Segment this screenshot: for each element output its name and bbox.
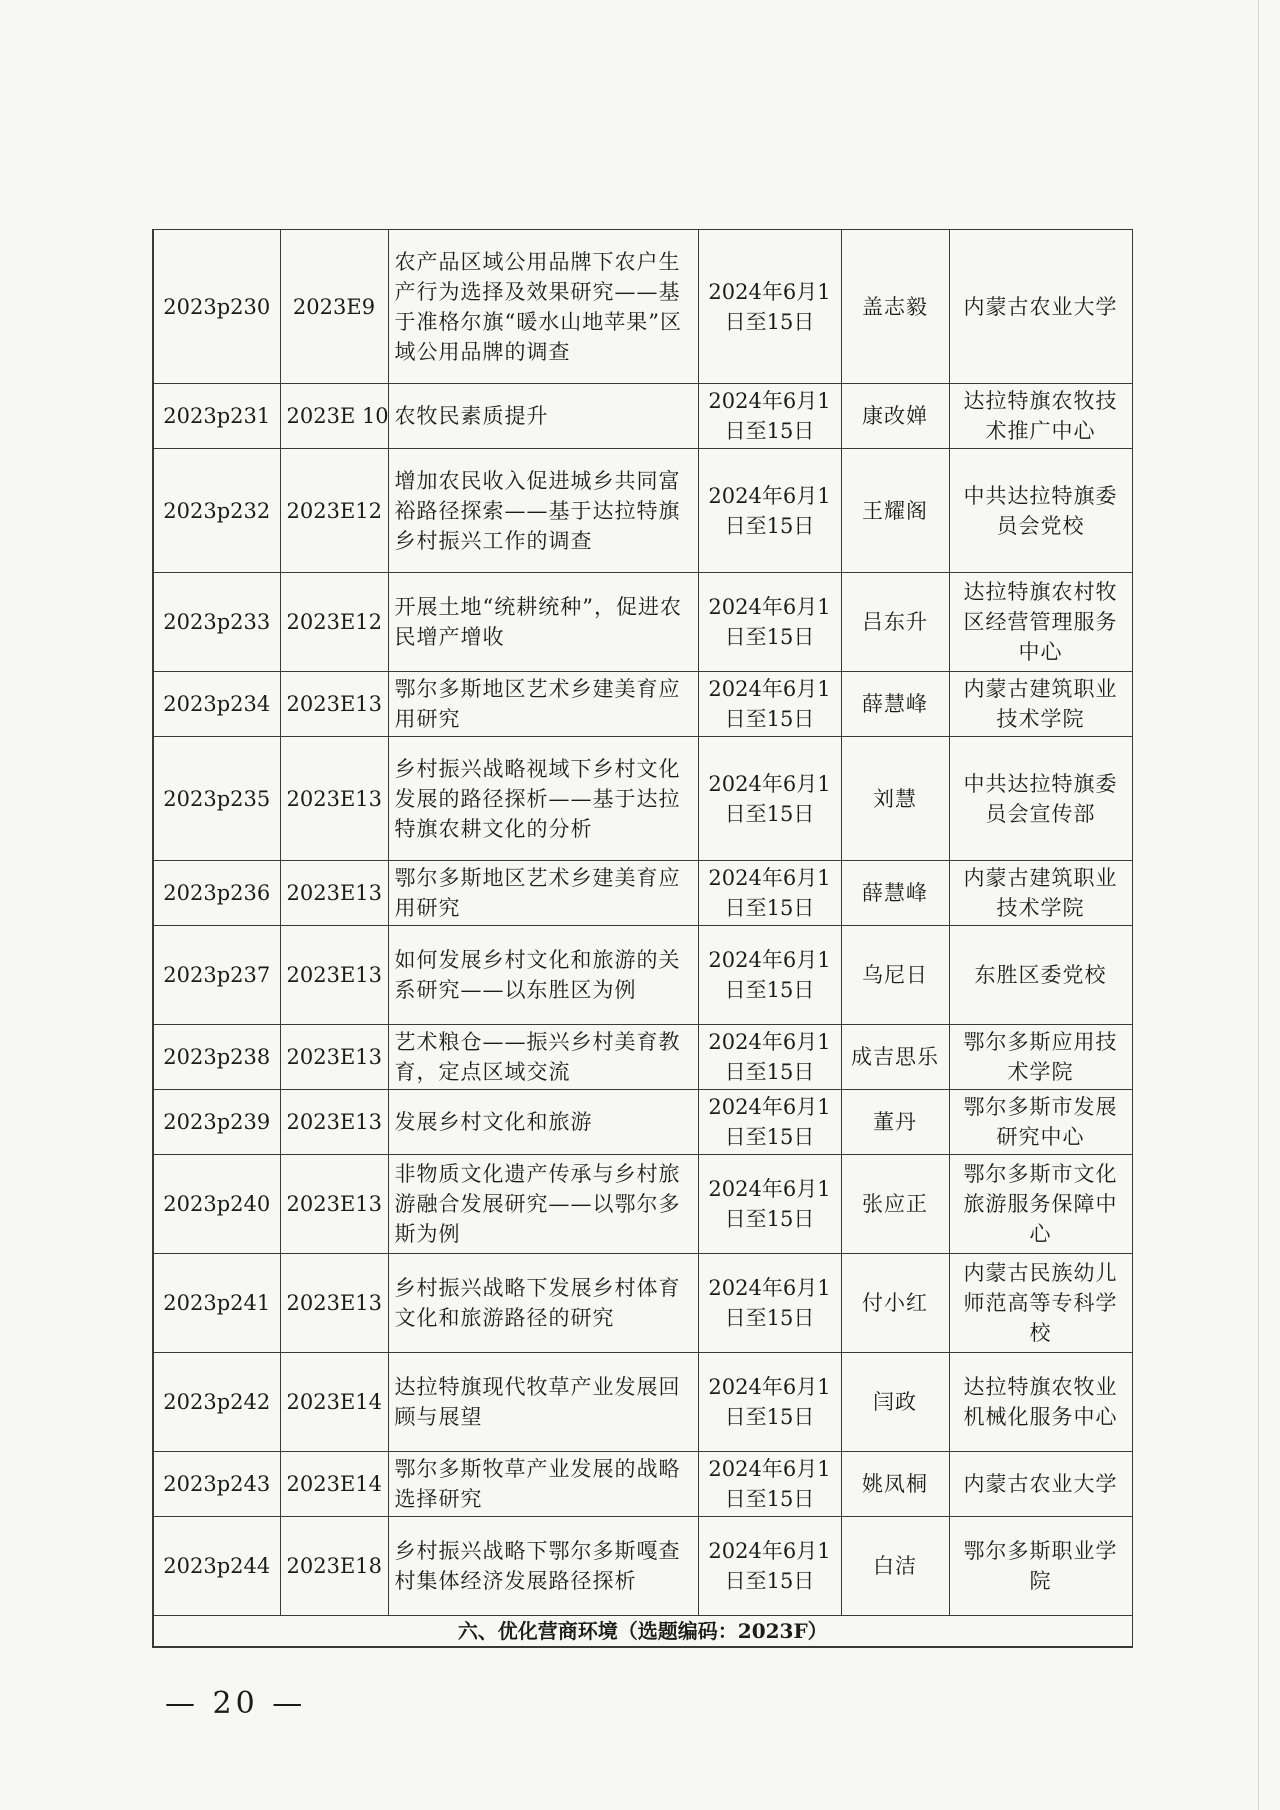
cell-id: 2023p237	[153, 926, 280, 1025]
cell-date: 2024年6月1日至15日	[698, 230, 841, 384]
cell-id: 2023p241	[153, 1254, 280, 1353]
cell-date: 2024年6月1日至15日	[698, 1155, 841, 1254]
cell-person: 张应正	[841, 1155, 949, 1254]
cell-code: 2023E13	[280, 672, 388, 737]
cell-org: 中共达拉特旗委员会宣传部	[949, 737, 1132, 861]
cell-date: 2024年6月1日至15日	[698, 1090, 841, 1155]
cell-org: 东胜区委党校	[949, 926, 1132, 1025]
cell-id: 2023p233	[153, 573, 280, 672]
cell-date: 2024年6月1日至15日	[698, 573, 841, 672]
table-row	[153, 1025, 1132, 1090]
cell-id: 2023p238	[153, 1025, 280, 1090]
table-row	[153, 926, 1132, 1025]
cell-code: 2023E12	[280, 449, 388, 573]
cell-id: 2023p234	[153, 672, 280, 737]
cell-id: 2023p235	[153, 737, 280, 861]
cell-person: 薛慧峰	[841, 672, 949, 737]
cell-code: 2023E14	[280, 1353, 388, 1452]
page-number: — 20 —	[165, 1686, 307, 1721]
table-row	[153, 449, 1132, 573]
section-heading: 六、优化营商环境（选题编码：2023F）	[153, 1616, 1132, 1648]
cell-id: 2023p232	[153, 449, 280, 573]
cell-org: 鄂尔多斯职业学院	[949, 1517, 1132, 1616]
cell-org: 鄂尔多斯市文化旅游服务保障中心	[949, 1155, 1132, 1254]
cell-id: 2023p231	[153, 384, 280, 449]
cell-org: 鄂尔多斯市发展研究中心	[949, 1090, 1132, 1155]
cell-person: 盖志毅	[841, 230, 949, 384]
table-row	[153, 737, 1132, 861]
cell-id: 2023p242	[153, 1353, 280, 1452]
cell-code: 2023E13	[280, 1155, 388, 1254]
cell-date: 2024年6月1日至15日	[698, 672, 841, 737]
cell-date: 2024年6月1日至15日	[698, 1025, 841, 1090]
cell-id: 2023p239	[153, 1090, 280, 1155]
cell-person: 刘慧	[841, 737, 949, 861]
cell-person: 姚凤桐	[841, 1452, 949, 1517]
cell-id: 2023p240	[153, 1155, 280, 1254]
table-row	[153, 1452, 1132, 1517]
cell-title: 增加农民收入促进城乡共同富裕路径探索——基于达拉特旗乡村振兴工作的调查	[388, 449, 698, 573]
cell-title: 开展土地“统耕统种”，促进农民增产增收	[388, 573, 698, 672]
cell-title: 乡村振兴战略视域下乡村文化发展的路径探析——基于达拉特旗农耕文化的分析	[388, 737, 698, 861]
table-body	[153, 230, 1132, 1648]
cell-title: 如何发展乡村文化和旅游的关系研究——以东胜区为例	[388, 926, 698, 1025]
cell-org: 内蒙古农业大学	[949, 1452, 1132, 1517]
cell-person: 康改婵	[841, 384, 949, 449]
cell-org: 达拉特旗农村牧区经营管理服务中心	[949, 573, 1132, 672]
cell-id: 2023p236	[153, 861, 280, 926]
cell-code: 2023E14	[280, 1452, 388, 1517]
cell-title: 非物质文化遗产传承与乡村旅游融合发展研究——以鄂尔多斯为例	[388, 1155, 698, 1254]
cell-title: 鄂尔多斯地区艺术乡建美育应用研究	[388, 672, 698, 737]
cell-code: 2023E12	[280, 573, 388, 672]
section-heading-row	[153, 1616, 1132, 1648]
cell-org: 内蒙古民族幼儿师范高等专科学校	[949, 1254, 1132, 1353]
cell-id: 2023p243	[153, 1452, 280, 1517]
cell-code: 2023E13	[280, 926, 388, 1025]
table-row	[153, 1517, 1132, 1616]
table-row	[153, 1090, 1132, 1155]
cell-title: 鄂尔多斯牧草产业发展的战略选择研究	[388, 1452, 698, 1517]
cell-id: 2023p244	[153, 1517, 280, 1616]
cell-title: 农牧民素质提升	[388, 384, 698, 449]
cell-org: 内蒙古建筑职业技术学院	[949, 861, 1132, 926]
cell-code: 2023E 10	[280, 384, 388, 449]
cell-person: 乌尼日	[841, 926, 949, 1025]
cell-date: 2024年6月1日至15日	[698, 1353, 841, 1452]
table-row	[153, 672, 1132, 737]
table-row	[153, 384, 1132, 449]
cell-title: 乡村振兴战略下鄂尔多斯嘎查村集体经济发展路径探析	[388, 1517, 698, 1616]
cell-title: 发展乡村文化和旅游	[388, 1090, 698, 1155]
cell-id: 2023p230	[153, 230, 280, 384]
cell-date: 2024年6月1日至15日	[698, 449, 841, 573]
cell-org: 鄂尔多斯应用技术学院	[949, 1025, 1132, 1090]
topics-table	[152, 229, 1133, 1648]
cell-person: 吕东升	[841, 573, 949, 672]
cell-person: 董丹	[841, 1090, 949, 1155]
cell-person: 付小红	[841, 1254, 949, 1353]
cell-date: 2024年6月1日至15日	[698, 1254, 841, 1353]
cell-person: 白洁	[841, 1517, 949, 1616]
cell-date: 2024年6月1日至15日	[698, 1452, 841, 1517]
cell-code: 2023E13	[280, 861, 388, 926]
cell-person: 成吉思乐	[841, 1025, 949, 1090]
table-row	[153, 573, 1132, 672]
cell-date: 2024年6月1日至15日	[698, 926, 841, 1025]
cell-title: 鄂尔多斯地区艺术乡建美育应用研究	[388, 861, 698, 926]
cell-code: 2023E13	[280, 1254, 388, 1353]
cell-org: 达拉特旗农牧业机械化服务中心	[949, 1353, 1132, 1452]
cell-date: 2024年6月1日至15日	[698, 384, 841, 449]
cell-org: 达拉特旗农牧技术推广中心	[949, 384, 1132, 449]
cell-title: 农产品区域公用品牌下农户生产行为选择及效果研究——基于准格尔旗“暖水山地苹果”区域公用品牌的调查	[388, 230, 698, 384]
cell-title: 乡村振兴战略下发展乡村体育文化和旅游路径的研究	[388, 1254, 698, 1353]
cell-person: 薛慧峰	[841, 861, 949, 926]
cell-org: 中共达拉特旗委员会党校	[949, 449, 1132, 573]
table-row	[153, 230, 1132, 384]
cell-person: 王耀阁	[841, 449, 949, 573]
cell-code: 2023E13	[280, 1025, 388, 1090]
table-row	[153, 1353, 1132, 1452]
page-edge-line	[1258, 0, 1259, 1810]
cell-code: 2023E13	[280, 737, 388, 861]
table-row	[153, 1254, 1132, 1353]
cell-title: 艺术粮仓——振兴乡村美育教育，定点区域交流	[388, 1025, 698, 1090]
cell-date: 2024年6月1日至15日	[698, 861, 841, 926]
cell-code: 2023E13	[280, 1090, 388, 1155]
cell-org: 内蒙古农业大学	[949, 230, 1132, 384]
cell-person: 闫政	[841, 1353, 949, 1452]
cell-code: 2023E18	[280, 1517, 388, 1616]
table-row	[153, 1155, 1132, 1254]
cell-date: 2024年6月1日至15日	[698, 737, 841, 861]
cell-date: 2024年6月1日至15日	[698, 1517, 841, 1616]
cell-code: 2023E9	[280, 230, 388, 384]
cell-org: 内蒙古建筑职业技术学院	[949, 672, 1132, 737]
table-row	[153, 861, 1132, 926]
cell-title: 达拉特旗现代牧草产业发展回顾与展望	[388, 1353, 698, 1452]
